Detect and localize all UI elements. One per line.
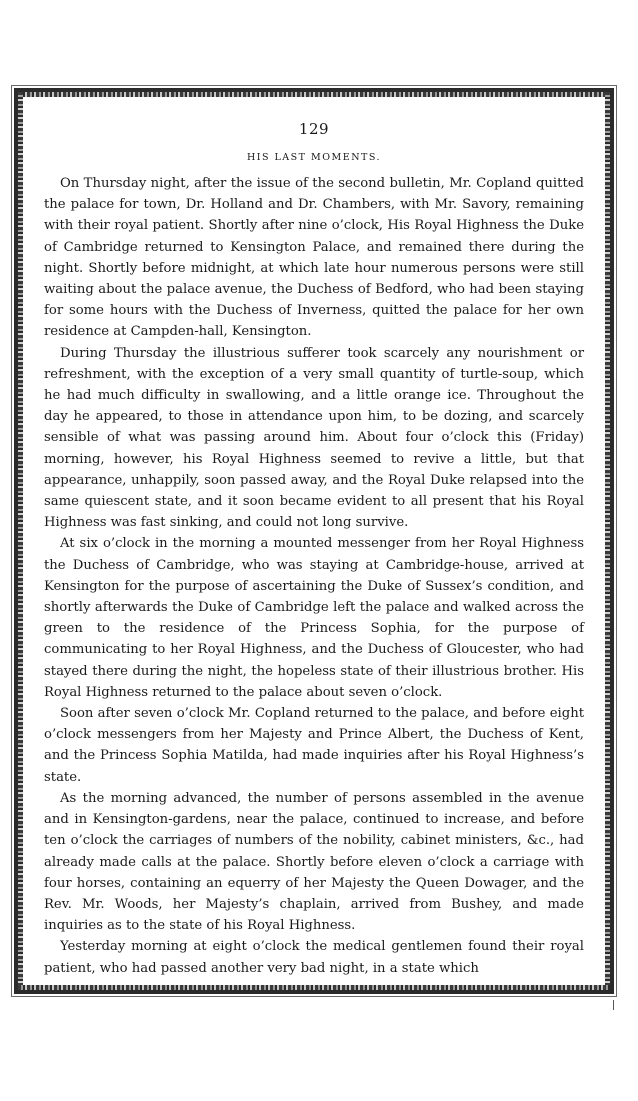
paragraph-3: At six o’clock in the morning a mounted messenger from her Royal Highness the Duchess of Cambridge, who was staying at Cambridge-house, arrived at Kensington for the purpose of ascertaining the Duke of Sussex’s condition, and shortly afterwards the Duke of Cambridge left the palace and walked across the green to the residence of the Princess Sophia, for the purpose of communicating to her Royal Highness, and the Duchess of Gloucester, who had stayed there during the night, the hopeless state of their illustrious brother. His Royal Highness returned to the palace about seven o’clock. bbox=[44, 536, 584, 700]
border-right bbox=[605, 92, 610, 990]
running-head: HIS LAST MOMENTS. bbox=[246, 152, 382, 163]
margin-mark bbox=[613, 1000, 620, 1010]
page-border bbox=[14, 88, 614, 994]
paragraph-1: On Thursday night, after the issue of the second bulletin, Mr. Copland quitted the palace for town, Dr. Holland and Dr. Chambers, with Mr. Savory, remaining with their royal patient. Shortly after nine o’clock, His Royal Highness the Duke of Cambridge returned to Kensington Palace, and remained there during the night. Shortly before midnight, at which late hour numerous persons were still waiting about the palace avenue, the Duchess of Bedford, who had been staying for some hours with the Duchess of Inverness, quitted the palace for her own residence at Campden-hall, Kensington. bbox=[44, 176, 584, 340]
border-left bbox=[18, 92, 23, 990]
paragraph-6: Yesterday morning at eight o’clock the medical gentlemen found their royal patient, who had passed another very bad night, in a state which bbox=[44, 939, 584, 976]
paragraph-5: As the morning advanced, the number of persons assembled in the avenue and in Kensington-gardens, near the palace, continued to increase, and before ten o’clock the carriages of numbers of the nobility, cabinet ministers, &c., had already made calls at the palace. Shortly before eleven o’clock a carriage with four horses, containing an equerry of her Majesty the Queen Dowager, and the Rev. Mr. Woods, her Majesty’s chaplain, arrived from Bushey, and made inquiries as to the state of his Royal Highness. bbox=[44, 790, 584, 934]
page-content bbox=[44, 120, 584, 979]
paragraph-2: During Thursday the illustrious sufferer took scarcely any nourishment or refreshment, with the exception of a very small quantity of turtle-soup, which he had much difficulty in swallowing, and a little orange ice. Throughout the day he appeared, to those in attendance upon him, to be dozing, and scarcely sensible of what was passing around him. About four o’clock this (Friday) morning, however, his Royal Highness seemed to revive a little, but that appearance, unhappily, soon passed away, and the Royal Duke relapsed into the same quiescent state, and it soon became evident to all present that his Royal Highness was fast sinking, and could not long survive. bbox=[44, 345, 584, 531]
page-number: 129 bbox=[298, 120, 330, 138]
paragraph-4: Soon after seven o’clock Mr. Copland returned to the palace, and before eight o’clock messengers from her Majesty and Prince Albert, the Duchess of Kent, and the Princess Sophia Matilda, had made inquiries after his Royal Highness’s state. bbox=[44, 706, 584, 785]
